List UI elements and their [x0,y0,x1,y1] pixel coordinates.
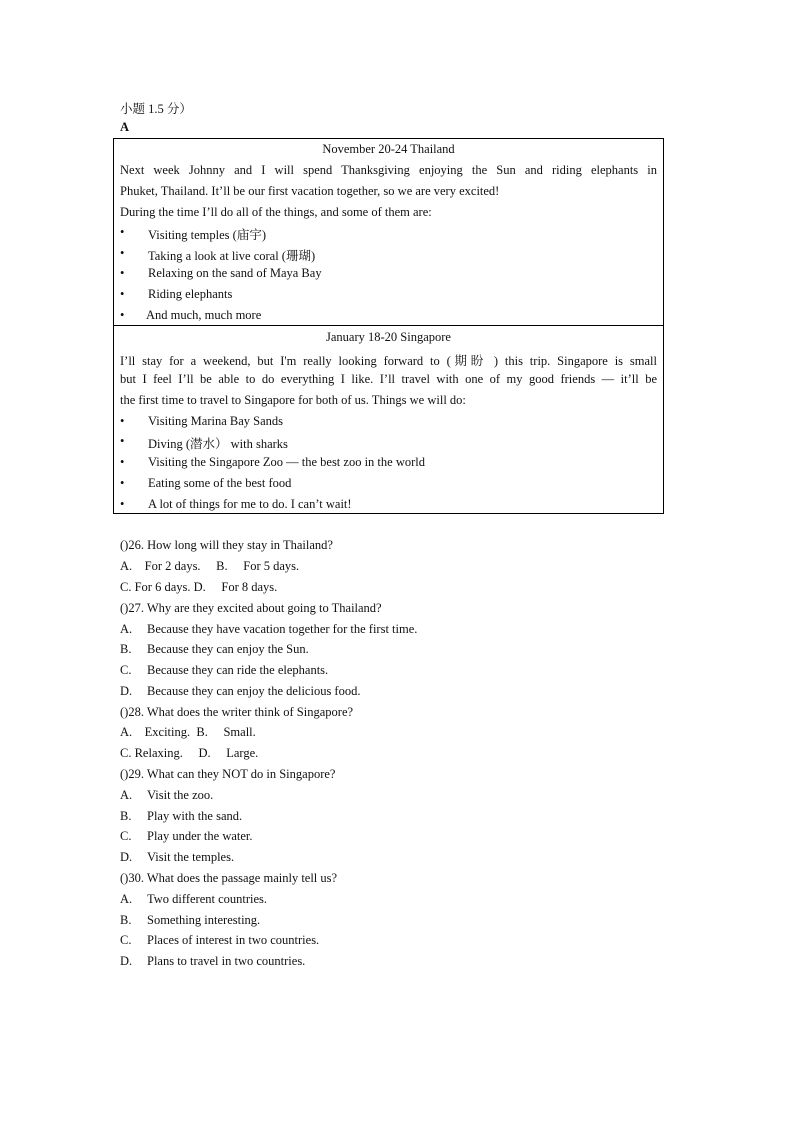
question-26: ()26. How long will they stay in Thailand? [120,538,333,552]
bullet: • [120,266,125,280]
bullet: • [120,414,125,428]
option-text: Visit the temples. [147,850,235,864]
option-text: Places of interest in two countries. [147,933,320,947]
singapore-line2: but I feel I’ll be able to do everything I like. I’ll travel with one of my good friends — it’ll be [120,372,657,386]
option-letter: A. [120,788,133,802]
bullet: • [120,287,125,301]
list-item: Taking a look at live coral (珊瑚) [148,249,316,263]
question-30: ()30. What does the passage mainly tell us? [120,871,338,885]
singapore-box [113,325,664,514]
list-item: Visiting temples (庙宇) [148,228,266,242]
score-note: 小题 1.5 分） [120,102,192,116]
option-letter: A. [120,892,133,906]
list-item: Relaxing on the sand of Maya Bay [148,266,322,280]
option-letter: B. [120,913,132,927]
option-text: Because they can ride the elephants. [147,663,329,677]
list-item: Visiting Marina Bay Sands [148,414,284,428]
option-text: Plans to travel in two countries. [147,954,306,968]
option-text: Because they have vacation together for the first time. [147,622,418,636]
bullet: • [120,455,125,469]
option-letter: D. [120,684,133,698]
thailand-para1-line2: Phuket, Thailand. It’ll be our first vacation together, so we are very excited! [120,184,500,198]
list-item: Riding elephants [148,287,233,301]
option-letter: B. [120,642,132,656]
option-text: Play with the sand. [147,809,243,823]
list-item: And much, much more [146,308,262,322]
q26-options-row2: C. For 6 days. D. For 8 days. [120,580,278,594]
bullet: • [120,308,125,322]
option-text: Because they can enjoy the Sun. [147,642,309,656]
question-29: ()29. What can they NOT do in Singapore? [120,767,336,781]
option-letter: C. [120,933,132,947]
section-label: A [120,120,130,134]
bullet: • [120,434,125,448]
option-text: Something interesting. [147,913,261,927]
singapore-line3: the first time to travel to Singapore for both of us. Things we will do: [120,393,466,407]
option-letter: D. [120,850,133,864]
question-28: ()28. What does the writer think of Singapore? [120,705,354,719]
list-item: Visiting the Singapore Zoo — the best zoo in the world [148,455,425,469]
list-item: A lot of things for me to do. I can’t wait! [148,497,352,511]
option-text: Play under the water. [147,829,253,843]
singapore-title: January 18-20 Singapore [326,330,451,344]
question-27: ()27. Why are they excited about going to Thailand? [120,601,382,615]
singapore-line1: I’ll stay for a weekend, but I'm really looking forward to (期盼 ) this trip. Singapore is small [120,354,657,368]
thailand-box [113,138,664,326]
bullet: • [120,225,125,239]
bullet: • [120,497,125,511]
thailand-para2: During the time I’ll do all of the things, and some of them are: [120,205,432,219]
bullet: • [120,246,125,260]
option-letter: B. [120,809,132,823]
thailand-title: November 20-24 Thailand [322,142,455,156]
option-text: Two different countries. [147,892,268,906]
list-item: Eating some of the best food [148,476,292,490]
option-text: Visit the zoo. [147,788,214,802]
q26-options-row1: A. For 2 days. B. For 5 days. [120,559,300,573]
option-letter: C. [120,663,132,677]
option-letter: A. [120,622,133,636]
thailand-para1-line1: Next week Johnny and I will spend Thanksgiving enjoying the Sun and riding elephants in [120,163,657,177]
q28-options-row1: A. Exciting. B. Small. [120,725,256,739]
q28-options-row2: C. Relaxing. D. Large. [120,746,259,760]
option-letter: C. [120,829,132,843]
bullet: • [120,476,125,490]
option-text: Because they can enjoy the delicious food. [147,684,361,698]
list-item: Diving (潜水） with sharks [148,437,288,451]
option-letter: D. [120,954,133,968]
